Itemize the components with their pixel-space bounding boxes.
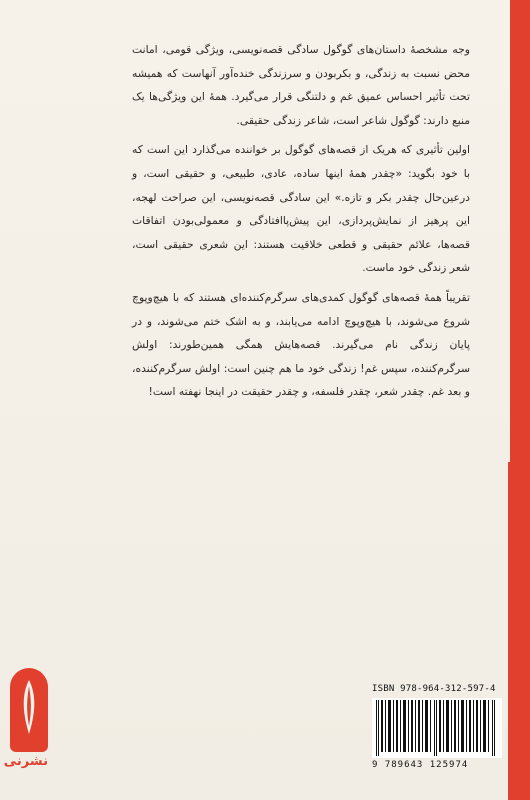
- red-spine-bar-lower: [508, 462, 530, 800]
- blurb-paragraph-3: تقریباً همهٔ قصه‌های گوگول کمدی‌های سرگرم‌کننده‌ای هستند که با هیچ‌وپوچ شروع می‌شوند، با هیچ‌وپوچ ادامه می‌یابند، و به اشک ختم می‌شوند، و در پایان زندگی نام می‌گیرند. قصه‌هایش همگی همین‌طورند: اولش سرگرم‌کننده، سپس غم! زندگی خود ما هم چنین است: اولش سرگرم‌کننده، و بعد غم. چقدر شعر، چقدر فلسفه، و چقدر حقیقت در اینجا نهفته است!: [132, 290, 470, 399]
- blurb-text: [132, 38, 470, 410]
- blurb-paragraph-1: وجه مشخصهٔ داستان‌های گوگول سادگی قصه‌نویسی، ویژگی قومی، امانت محض نسبت به زندگی، و بکربودن و سرزندگی خنده‌آور آنهاست که همیشه تحت تأثیر احساس عمیق غم و دلتنگی قرار می‌گیرد. همهٔ این ویژگی‌ها یک منبع دارند: گوگول شاعر است، شاعر زندگی حقیقی.: [132, 43, 470, 127]
- isbn-text: ISBN 978-964-312-597-4: [372, 684, 496, 694]
- barcode-bars: [372, 698, 502, 758]
- publisher-name: نشرنی: [3, 754, 48, 769]
- reed-icon: [10, 668, 48, 752]
- publisher-logo: [3, 668, 48, 780]
- barcode-block: [372, 684, 502, 774]
- blurb-paragraph-2: اولین تأثیری که هریک از قصه‌های گوگول بر خواننده می‌گذارد این است که با خود بگوید: «چقدر همهٔ اینها ساده، عادی، طبیعی، و حقیقی است، و درعین‌حال چقدر بکر و تازه.» این سادگی قصه‌نویسی، این صراحت لهجه، این پرهیز از نمایش‌پردازی، این پیش‌پاافتادگی و معمولی‌بودن اتفاقات قصه‌ها، علائم حقیقی و قطعی خلاقیت هستند: این شعری حقیقی است، شعر زندگی خود ماست.: [132, 143, 470, 275]
- barcode: [372, 698, 502, 758]
- barcode-digits: 9 789643 125974: [372, 760, 469, 770]
- publisher-badge: [10, 668, 48, 752]
